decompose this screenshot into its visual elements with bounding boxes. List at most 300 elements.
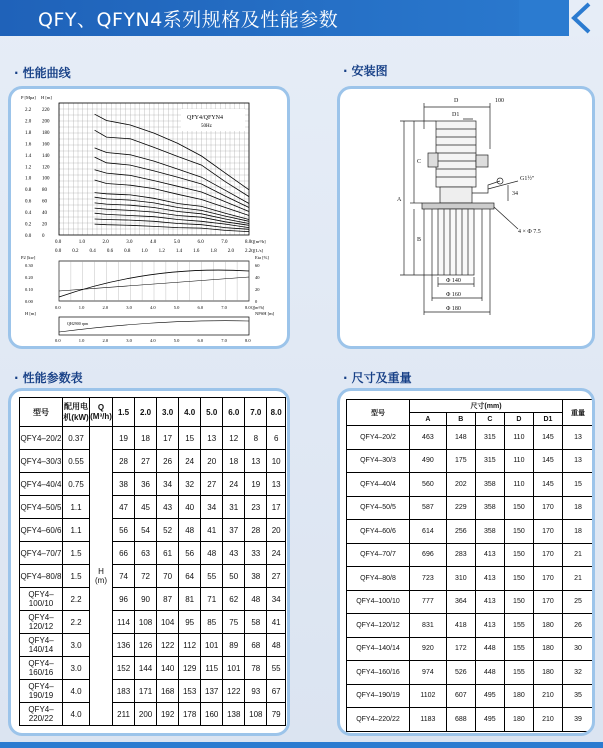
q-tick: 7.0 — [221, 338, 227, 343]
head-value-cell: 13 — [245, 450, 267, 473]
dims-table — [346, 399, 594, 732]
head-value-cell: 126 — [135, 634, 157, 657]
p2-tick: 0.20 — [25, 275, 33, 280]
head-value-cell: 52 — [157, 519, 179, 542]
dim-value-cell: 1102 — [410, 684, 447, 708]
table-row — [347, 520, 594, 544]
q-unit: (M³/h) — [90, 412, 112, 421]
dim-label-d: D — [454, 98, 459, 104]
weight-cell: 39 — [563, 708, 594, 732]
q-tick: 2.0 — [102, 305, 109, 310]
h-tick: 60 — [42, 199, 47, 205]
head-value-cell: 114 — [113, 611, 135, 634]
dim-value-cell: 413 — [475, 614, 504, 638]
dim-value-cell: 229 — [446, 496, 475, 520]
head-value-cell: 115 — [201, 657, 223, 680]
head-value-cell: 47 — [113, 496, 135, 519]
head-value-cell: 211 — [113, 703, 135, 726]
model-cell: QFY4–40/4 — [347, 473, 410, 497]
q-tick: 4.0 — [150, 338, 156, 343]
table-row — [20, 634, 286, 657]
model-cell: QFY4–120/12 — [347, 614, 410, 638]
dim-label-holes: 4 × Φ 7.5 — [518, 229, 541, 235]
q2-tick: 0.8 — [124, 249, 131, 254]
dim-value-cell: 256 — [446, 520, 475, 544]
q-tick: 4.0 — [150, 305, 156, 310]
h-tick: 100 — [42, 176, 50, 182]
h-tick: 20 — [42, 222, 47, 228]
q2-tick: 2.2 — [245, 249, 252, 254]
head-value-cell: 74 — [113, 565, 135, 588]
dim-value-cell: 170 — [533, 543, 562, 567]
head-value-cell: 55 — [267, 657, 286, 680]
p2-label: P2 [kw] — [21, 255, 36, 260]
head-value-cell: 64 — [179, 565, 201, 588]
flow-header: 1.5 — [113, 398, 135, 427]
section-label: 尺寸及重量 — [351, 371, 412, 385]
head-value-cell: 61 — [157, 542, 179, 565]
head-value-cell: 71 — [201, 588, 223, 611]
head-value-cell: 12 — [223, 427, 245, 450]
weight-cell: 35 — [563, 684, 594, 708]
table-row — [347, 614, 594, 638]
model-cell: QFY4–70/7 — [347, 543, 410, 567]
table-row — [20, 427, 286, 450]
model-cell: QFY4–80/8 — [20, 565, 63, 588]
dim-label-phi180: Φ 180 — [446, 306, 461, 312]
head-value-cell: 38 — [245, 565, 267, 588]
kw-cell: 1.1 — [63, 496, 90, 519]
dim-value-cell: 145 — [533, 473, 562, 497]
weight-cell: 15 — [563, 473, 594, 497]
q2-tick: 0.2 — [72, 249, 79, 254]
table-row — [20, 657, 286, 680]
p-tick: 1.6 — [25, 142, 32, 148]
kw-cell: 3.0 — [63, 657, 90, 680]
q2-tick: 1.0 — [141, 249, 148, 254]
head-value-cell: 28 — [113, 450, 135, 473]
model-cell: QFY4–220/22 — [347, 708, 410, 732]
q-tick: 1.0 — [78, 240, 85, 245]
weight-cell: 18 — [563, 520, 594, 544]
dim-value-cell: 418 — [446, 614, 475, 638]
model-cell: QFY4–70/7 — [20, 542, 63, 565]
kw-cell: 0.55 — [63, 450, 90, 473]
head-value-cell: 101 — [223, 657, 245, 680]
head-value-cell: 50 — [223, 565, 245, 588]
model-cell: QFY4–30/3 — [20, 450, 63, 473]
head-value-cell: 23 — [245, 496, 267, 519]
weight-cell: 18 — [563, 496, 594, 520]
dim-value-cell: 526 — [446, 661, 475, 685]
dim-value-cell: 974 — [410, 661, 447, 685]
flow-header: 8.0 — [267, 398, 286, 427]
head-value-cell: 72 — [135, 565, 157, 588]
head-value-cell: 48 — [201, 542, 223, 565]
dim-value-cell: 145 — [533, 426, 562, 450]
head-value-cell: 178 — [179, 703, 201, 726]
head-value-cell: 81 — [179, 588, 201, 611]
dim-value-cell: 413 — [475, 567, 504, 591]
dim-value-cell: 688 — [446, 708, 475, 732]
head-value-cell: 104 — [157, 611, 179, 634]
q-tick: 5.0 — [173, 240, 180, 245]
head-curve — [95, 130, 249, 196]
head-value-cell: 56 — [113, 519, 135, 542]
q-axis-label: Q[m³/h] — [251, 239, 266, 244]
dim-label-g: G1½" — [520, 176, 535, 182]
head-value-cell: 112 — [179, 634, 201, 657]
table-row — [347, 590, 594, 614]
h-unit-cell — [90, 427, 113, 726]
dim-value-cell: 587 — [410, 496, 447, 520]
head-value-cell: 152 — [113, 657, 135, 680]
q-tick: 6.0 — [197, 240, 204, 245]
p-tick: 0.8 — [25, 188, 32, 194]
dim-value-cell: 155 — [504, 614, 533, 638]
model-cell: QFY4–220/22 — [20, 703, 63, 726]
h-label: H — [98, 567, 104, 576]
head-value-cell: 58 — [245, 611, 267, 634]
dim-value-cell: 777 — [410, 590, 447, 614]
q-tick: 3.0 — [126, 240, 133, 245]
dim-value-cell: 607 — [446, 684, 475, 708]
dim-label-phi140: Φ 140 — [446, 278, 461, 284]
table-row — [20, 703, 286, 726]
col-header-c: C — [475, 413, 504, 426]
dim-value-cell: 150 — [504, 520, 533, 544]
q-tick: 2.0 — [102, 338, 109, 343]
head-value-cell: 136 — [113, 634, 135, 657]
chevron-left-icon[interactable] — [519, 0, 603, 36]
dim-value-cell: 413 — [475, 590, 504, 614]
dim-value-cell: 920 — [410, 637, 447, 661]
performance-curve-panel — [8, 86, 290, 349]
col-header-weight: 重量 — [563, 400, 594, 426]
section-heading-params: · 性能参数表 — [14, 371, 83, 385]
dim-value-cell: 831 — [410, 614, 447, 638]
params-table — [19, 397, 286, 726]
dim-value-cell: 490 — [410, 449, 447, 473]
dim-value-cell: 180 — [533, 614, 562, 638]
head-value-cell: 31 — [223, 496, 245, 519]
speed-label: QH2900 rpm — [67, 321, 89, 326]
head-value-cell: 13 — [267, 473, 286, 496]
dim-value-cell: 148 — [446, 426, 475, 450]
dim-label-d1: D1 — [452, 112, 460, 118]
p-tick: 0.0 — [25, 234, 32, 239]
q-tick: 7.0 — [221, 305, 227, 310]
dim-value-cell: 175 — [446, 449, 475, 473]
model-cell: QFY4–60/6 — [347, 520, 410, 544]
flow-header: 7.0 — [245, 398, 267, 427]
q-tick: 8.0 — [245, 305, 251, 310]
table-row — [20, 473, 286, 496]
weight-cell: 26 — [563, 614, 594, 638]
col-header-size: 尺寸(mm) — [410, 400, 563, 413]
flow-header: 5.0 — [201, 398, 223, 427]
head-value-cell: 62 — [223, 588, 245, 611]
model-cell: QFY4–120/12 — [20, 611, 63, 634]
kw-cell: 1.1 — [63, 519, 90, 542]
model-cell: QFY4–40/4 — [20, 473, 63, 496]
model-cell: QFY4–80/8 — [347, 567, 410, 591]
h-tick: 120 — [42, 165, 50, 171]
params-table-panel — [8, 388, 290, 736]
dim-value-cell: 145 — [533, 449, 562, 473]
q-tick: 6.0 — [197, 338, 204, 343]
dim-value-cell: 413 — [475, 543, 504, 567]
model-cell: QFY4–30/3 — [347, 449, 410, 473]
table-row — [347, 426, 594, 450]
table-row — [20, 565, 286, 588]
head-value-cell: 43 — [157, 496, 179, 519]
table-row — [20, 542, 286, 565]
dim-value-cell: 495 — [475, 684, 504, 708]
p-tick: 1.4 — [25, 153, 32, 159]
p2-tick: 0.30 — [25, 263, 33, 268]
kw-cell: 1.5 — [63, 565, 90, 588]
model-label: QFY4/QFYN4 — [187, 115, 224, 121]
weight-cell: 13 — [563, 449, 594, 473]
head-value-cell: 48 — [267, 634, 286, 657]
head-value-cell: 153 — [179, 680, 201, 703]
q-label: Q — [97, 403, 105, 412]
dim-value-cell: 315 — [475, 426, 504, 450]
head-value-cell: 41 — [201, 519, 223, 542]
q-tick: 5.0 — [173, 305, 180, 310]
flow-header: 4.0 — [179, 398, 201, 427]
q2-tick: 0.6 — [106, 249, 114, 254]
eta-tick: 60 — [255, 263, 260, 268]
p-axis-label: P [Mpa] — [21, 95, 36, 100]
head-value-cell: 192 — [157, 703, 179, 726]
dim-value-cell: 448 — [475, 637, 504, 661]
p-tick: 1.8 — [25, 130, 32, 136]
p-tick: 1.2 — [25, 165, 32, 171]
h-tick: 180 — [42, 130, 50, 136]
weight-cell: 30 — [563, 637, 594, 661]
dim-label-b: B — [417, 237, 422, 243]
head-value-cell: 24 — [267, 542, 286, 565]
p-tick: 0.4 — [25, 211, 32, 217]
model-cell: QFY4–100/10 — [347, 590, 410, 614]
q-tick: 1.0 — [78, 305, 85, 310]
dim-value-cell: 110 — [504, 426, 533, 450]
h-tick: 80 — [42, 188, 47, 194]
head-value-cell: 70 — [157, 565, 179, 588]
dim-value-cell: 210 — [533, 708, 562, 732]
q-tick: 4.0 — [150, 240, 157, 245]
head-value-cell: 55 — [201, 565, 223, 588]
p-tick: 0.2 — [25, 222, 32, 228]
head-value-cell: 41 — [267, 611, 286, 634]
table-row — [20, 496, 286, 519]
table-row — [347, 567, 594, 591]
q-tick: 0.0 — [55, 305, 61, 310]
dim-value-cell: 560 — [410, 473, 447, 497]
dim-value-cell: 170 — [533, 496, 562, 520]
dim-value-cell: 310 — [446, 567, 475, 591]
q2-tick: 1.2 — [158, 249, 165, 254]
page-header — [0, 0, 603, 36]
head-value-cell: 38 — [113, 473, 135, 496]
q2-axis-label: Q[L/s] — [251, 248, 263, 253]
h-unit: (m) — [95, 576, 107, 585]
col-header-q — [90, 398, 113, 427]
head-value-cell: 87 — [157, 588, 179, 611]
model-cell: QFY4–50/5 — [20, 496, 63, 519]
dim-value-cell: 150 — [504, 543, 533, 567]
head-value-cell: 45 — [135, 496, 157, 519]
dim-value-cell: 1183 — [410, 708, 447, 732]
head-value-cell: 144 — [135, 657, 157, 680]
freq-label: 50Hz — [201, 124, 212, 129]
head-value-cell: 20 — [201, 450, 223, 473]
dim-value-cell: 110 — [504, 449, 533, 473]
table-row — [347, 543, 594, 567]
head-value-cell: 20 — [267, 519, 286, 542]
p2-tick: 0.10 — [25, 287, 33, 292]
kw-cell: 4.0 — [63, 680, 90, 703]
head-value-cell: 34 — [267, 588, 286, 611]
head-value-cell: 17 — [157, 427, 179, 450]
head-value-cell: 10 — [267, 450, 286, 473]
model-cell: QFY4–190/19 — [20, 680, 63, 703]
head-value-cell: 28 — [245, 519, 267, 542]
head-value-cell: 27 — [267, 565, 286, 588]
head-value-cell: 96 — [113, 588, 135, 611]
head-value-cell: 32 — [179, 473, 201, 496]
head-value-cell: 13 — [201, 427, 223, 450]
dim-value-cell: 110 — [504, 473, 533, 497]
model-cell: QFY4–140/14 — [347, 637, 410, 661]
head-value-cell: 48 — [245, 588, 267, 611]
q2-tick: 2.0 — [227, 249, 234, 254]
col-header-d1: D1 — [533, 413, 562, 426]
head-value-cell: 160 — [201, 703, 223, 726]
dim-value-cell: 495 — [475, 708, 504, 732]
install-drawing — [340, 89, 592, 346]
q-axis-label: Q[m³/h] — [251, 305, 264, 310]
weight-cell: 21 — [563, 567, 594, 591]
dim-label-a: A — [397, 197, 402, 203]
weight-cell: 32 — [563, 661, 594, 685]
head-value-cell: 27 — [201, 473, 223, 496]
head-value-cell: 43 — [223, 542, 245, 565]
dim-value-cell: 364 — [446, 590, 475, 614]
q-tick: 7.0 — [221, 240, 228, 245]
h-tick: 40 — [42, 211, 47, 217]
eta-tick: 20 — [255, 287, 260, 292]
dim-value-cell: 358 — [475, 520, 504, 544]
p-tick: 2.2 — [25, 108, 32, 113]
head-value-cell: 18 — [135, 427, 157, 450]
dim-value-cell: 283 — [446, 543, 475, 567]
table-row — [20, 450, 286, 473]
head-value-cell: 75 — [223, 611, 245, 634]
weight-cell: 21 — [563, 543, 594, 567]
head-value-cell: 93 — [245, 680, 267, 703]
h-tick: 220 — [42, 108, 50, 113]
bottom-bar — [0, 742, 603, 748]
eta-tick: 40 — [255, 275, 260, 280]
dim-value-cell: 155 — [504, 637, 533, 661]
table-row — [20, 588, 286, 611]
dim-value-cell: 180 — [504, 708, 533, 732]
head-value-cell: 27 — [135, 450, 157, 473]
model-cell: QFY4–20/2 — [347, 426, 410, 450]
model-cell: QFY4–190/19 — [347, 684, 410, 708]
head-value-cell: 129 — [179, 657, 201, 680]
table-row — [347, 708, 594, 732]
head-value-cell: 48 — [179, 519, 201, 542]
head-value-cell: 122 — [223, 680, 245, 703]
q2-tick: 1.4 — [175, 249, 183, 254]
model-cell: QFY4–20/2 — [20, 427, 63, 450]
head-value-cell: 24 — [179, 450, 201, 473]
dim-value-cell: 463 — [410, 426, 447, 450]
head-value-cell: 19 — [113, 427, 135, 450]
dim-value-cell: 696 — [410, 543, 447, 567]
head-value-cell: 66 — [113, 542, 135, 565]
head-value-cell: 85 — [201, 611, 223, 634]
q-tick: 2.0 — [102, 240, 109, 245]
dim-label-c: C — [417, 159, 422, 165]
q-tick: 5.0 — [173, 338, 180, 343]
dim-value-cell: 180 — [533, 637, 562, 661]
head-value-cell: 40 — [179, 496, 201, 519]
head-value-cell: 54 — [135, 519, 157, 542]
dim-value-cell: 172 — [446, 637, 475, 661]
dim-value-cell: 150 — [504, 590, 533, 614]
head-value-cell: 122 — [157, 634, 179, 657]
section-heading-curve: · 性能曲线 — [14, 66, 71, 80]
col-header-a: A — [410, 413, 447, 426]
weight-cell: 25 — [563, 590, 594, 614]
head-value-cell: 26 — [157, 450, 179, 473]
q2-tick: 0.4 — [89, 249, 96, 254]
q2-tick: 1.8 — [210, 249, 217, 254]
head-value-cell: 138 — [223, 703, 245, 726]
kw-cell: 3.0 — [63, 634, 90, 657]
q-tick: 8.0 — [245, 338, 251, 343]
model-cell: QFY4–160/16 — [20, 657, 63, 680]
p-tick: 1.0 — [25, 176, 32, 182]
dim-value-cell: 202 — [446, 473, 475, 497]
kw-cell: 1.5 — [63, 542, 90, 565]
table-row — [347, 684, 594, 708]
head-value-cell: 108 — [245, 703, 267, 726]
h-tick: 0 — [42, 234, 45, 239]
head-value-cell: 67 — [267, 680, 286, 703]
head-curve — [95, 197, 249, 221]
head-value-cell: 33 — [245, 542, 267, 565]
head-value-cell: 101 — [201, 634, 223, 657]
dim-value-cell: 150 — [504, 567, 533, 591]
head-value-cell: 171 — [135, 680, 157, 703]
table-row — [347, 661, 594, 685]
section-heading-dims: · 尺寸及重量 — [343, 371, 412, 385]
h-tick: 140 — [42, 153, 50, 159]
eta-tick: 0 — [255, 299, 258, 304]
eta-label: Eta [%] — [255, 255, 269, 260]
dim-value-cell: 723 — [410, 567, 447, 591]
q-tick: 0.0 — [55, 338, 61, 343]
q-tick: 1.0 — [78, 338, 85, 343]
col-header-model: 型号 — [347, 400, 410, 426]
head-value-cell: 68 — [245, 634, 267, 657]
